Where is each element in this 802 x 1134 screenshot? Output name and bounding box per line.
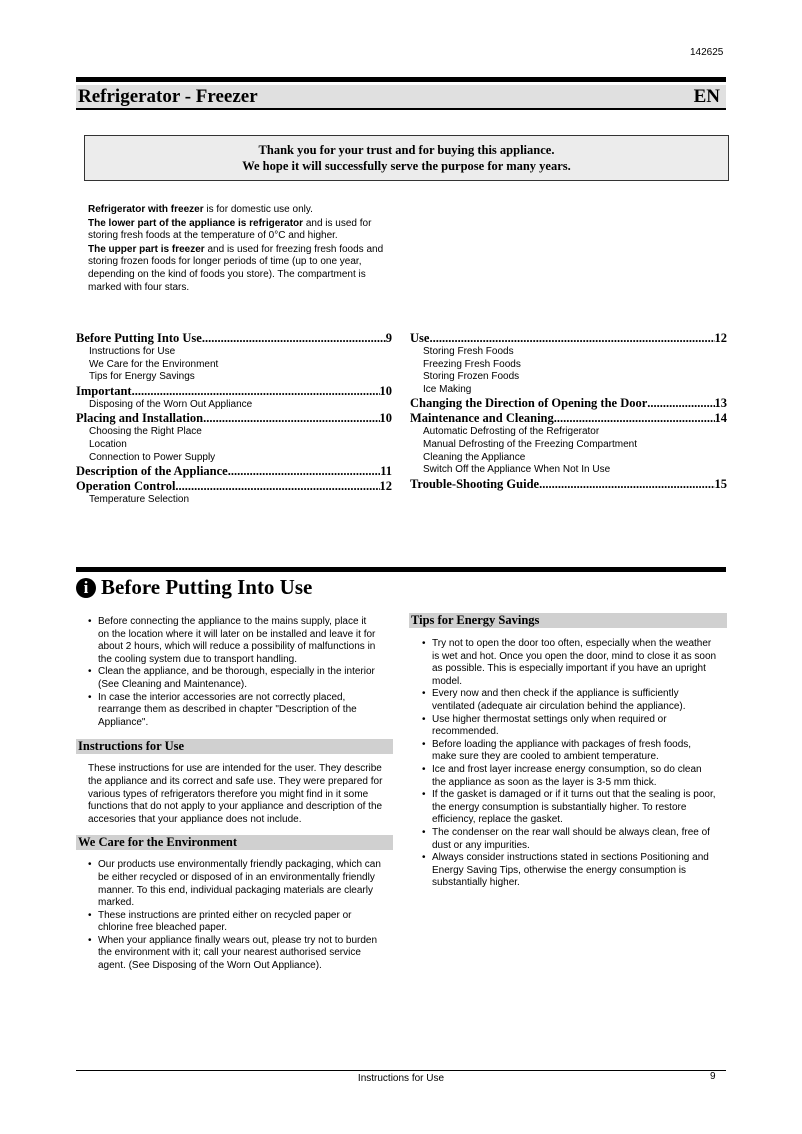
section-title: Before Putting Into Use xyxy=(101,575,313,599)
toc-sub-item[interactable]: Manual Defrosting of the Freezing Compartment xyxy=(423,438,637,450)
toc-entry[interactable] xyxy=(76,384,392,412)
tip-item: • Always consider instructions stated in sections Positioning and Energy Saving Tips, otherwise the energy consumption is substantially higher. xyxy=(421,852,717,890)
toc-page: 10 xyxy=(379,383,392,398)
intro-paragraph-1 xyxy=(88,204,398,217)
tip-item: • Try not to open the door too often, especially when the weather is wet and hot. Once you open the door, mind to close it as soon as possible. This is especially important if you have an upright model. xyxy=(421,638,717,688)
instructions-text: These instructions for use are intended for the user. They describe the appliance and its correct and safe use. They were prepared for various types of refrigerators therefore you might find in it some functions that do not apply to your appliance and description of the accesories that your appliance does not include. xyxy=(88,763,383,825)
toc-title: Before Putting Into Use xyxy=(76,331,202,345)
toc-sub-item[interactable]: Temperature Selection xyxy=(89,494,190,506)
document-number: 142625 xyxy=(690,47,724,58)
toc-title: Maintenance and Cleaning xyxy=(410,411,554,426)
toc-sub-item[interactable]: Storing Fresh Foods xyxy=(423,346,514,357)
bullet-item: • These instructions are printed either on recycled paper or chlorine free bleached paper. xyxy=(87,910,382,935)
toc-sub-item[interactable]: Location xyxy=(89,438,127,450)
section-heading xyxy=(76,575,312,600)
toc-page: 15 xyxy=(714,476,727,491)
toc-page: 12 xyxy=(379,479,392,494)
toc-title: Description of the Appliance xyxy=(76,464,228,479)
toc-entry[interactable] xyxy=(76,479,392,507)
page-title: Refrigerator - Freezer xyxy=(78,85,258,107)
toc-title: Important xyxy=(76,383,132,398)
toc-left xyxy=(76,331,392,507)
toc-title: Operation Control xyxy=(76,479,176,494)
toc-page: 14 xyxy=(714,411,727,426)
toc-sub-item[interactable]: Connection to Power Supply xyxy=(89,451,216,463)
bullet-item: • Before connecting the appliance to the mains supply, place it on the location where it will later on be installed and leave it for about 2 hours, which will reduce a possibility of malfunctions in the cooling system due to transport handling. xyxy=(87,616,379,666)
intro-bold-2: The lower part of the appliance is refrigerator xyxy=(88,217,304,229)
intro-text-3: and is used for freezing fresh foods and storing frozen foods for longer periods of time (up to one year, depending on the kind of foods you store). The compartment is marked with four stars. xyxy=(88,243,384,293)
intro-bold-3: The upper part is freezer xyxy=(88,243,205,255)
title-bar xyxy=(76,85,726,110)
bullet-item: • Our products use environmentally friendly packaging, which can be either recycled or disposed of in an environmentally friendly manner. To this end, individual packaging materials are clearly marked. xyxy=(87,859,382,909)
intro-text xyxy=(88,204,398,295)
info-icon: i xyxy=(76,578,96,598)
toc-entry[interactable] xyxy=(76,464,392,479)
tip-item: • If the gasket is damaged or if it turns out that the sealing is poor, the energy consumption is substantially higher. To restore efficiency, replace the gasket. xyxy=(421,789,717,827)
toc-right xyxy=(410,331,727,492)
header-rule xyxy=(76,77,726,82)
toc-sub-item[interactable]: Tips for Energy Savings xyxy=(89,371,195,383)
environment-heading: We Care for the Environment xyxy=(76,835,393,850)
page-number: 9 xyxy=(710,1071,716,1082)
toc-sub-item[interactable]: Automatic Defrosting of the Refrigerator xyxy=(423,426,600,438)
bullet-item: • Clean the appliance, and be thorough, especially in the interior (See Cleaning and Maintenance). xyxy=(87,666,379,691)
section-rule xyxy=(76,567,726,572)
thank-you-box xyxy=(84,135,729,181)
toc-page: 13 xyxy=(714,396,727,411)
tip-item: • Every now and then check if the appliance is sufficiently ventilated (adequate air circulation behind the appliance). xyxy=(421,688,717,713)
footer-rule xyxy=(76,1070,726,1071)
toc-title: Use xyxy=(410,331,430,345)
tip-item: • Before loading the appliance with packages of fresh foods, make sure they are cooled to ambient temperature. xyxy=(421,739,717,764)
intro-paragraph-3 xyxy=(88,244,398,294)
footer-text: Instructions for Use xyxy=(357,1073,445,1084)
language-code: EN xyxy=(693,85,720,107)
toc-sub-item[interactable]: Freezing Fresh Foods xyxy=(423,358,521,370)
toc-page: 10 xyxy=(379,411,392,426)
tips-heading: Tips for Energy Savings xyxy=(409,613,727,628)
toc-title: Trouble-Shooting Guide xyxy=(410,476,540,491)
tip-item: • The condenser on the rear wall should be always clean, free of dust or any impurities. xyxy=(421,827,717,852)
toc-sub-item[interactable]: We Care for the Environment xyxy=(89,358,219,370)
intro-text-1: is for domestic use only. xyxy=(203,204,313,215)
toc-page: 11 xyxy=(380,464,392,479)
tip-item: • Ice and frost layer increase energy consumption, so do clean the appliance as soon as the layer is 3-5 mm thick. xyxy=(421,764,717,789)
toc-sub-item[interactable]: Storing Frozen Foods xyxy=(423,371,520,383)
bullet-item: • When your appliance finally wears out, please try not to burden the environment with it; call your nearest authorised service agent. (See Disposing of the Worn Out Appliance). xyxy=(87,935,382,973)
right-column xyxy=(409,613,727,890)
intro-text-2: and is used for storing fresh foods at the temperature of 0°C and higher. xyxy=(88,217,372,242)
toc-entry[interactable] xyxy=(410,477,727,492)
intro-bullets xyxy=(76,616,379,729)
instructions-heading: Instructions for Use xyxy=(76,739,393,754)
toc-sub-item[interactable]: Cleaning the Appliance xyxy=(423,451,526,463)
intro-paragraph-2 xyxy=(88,218,398,243)
toc-entry[interactable] xyxy=(410,331,727,396)
toc-page: 12 xyxy=(714,331,727,345)
toc-sub-item[interactable]: Disposing of the Worn Out Appliance xyxy=(89,398,253,410)
environment-bullets xyxy=(76,859,382,972)
thank-you-line-2: We hope it will successfully serve the purpose for many years. xyxy=(242,159,571,173)
toc-entry[interactable] xyxy=(410,396,727,411)
tip-item: • Use higher thermostat settings only when required or recommended. xyxy=(421,714,717,739)
left-column xyxy=(76,616,393,973)
toc-sub-item[interactable]: Instructions for Use xyxy=(89,346,176,357)
thank-you-line-1: Thank you for your trust and for buying this appliance. xyxy=(258,143,555,157)
intro-bold-1: Refrigerator with freezer xyxy=(88,204,204,215)
toc-page: 9 xyxy=(385,331,392,345)
toc-title: Changing the Direction of Opening the Door xyxy=(410,396,648,411)
toc-entry[interactable] xyxy=(76,331,392,384)
toc-entry[interactable] xyxy=(410,411,727,476)
tips-bullets xyxy=(409,638,717,890)
toc-sub-item[interactable]: Switch Off the Appliance When Not In Use xyxy=(423,464,611,476)
toc-sub-item[interactable]: Choosing the Right Place xyxy=(89,426,202,438)
toc-title: Placing and Installation xyxy=(76,411,204,426)
toc-sub-item[interactable]: Ice Making xyxy=(423,383,472,395)
toc-entry[interactable] xyxy=(76,411,392,464)
bullet-item: • In case the interior accessories are not correctly placed, rearrange them as described in chapter "Description of the Appliance". xyxy=(87,692,379,730)
